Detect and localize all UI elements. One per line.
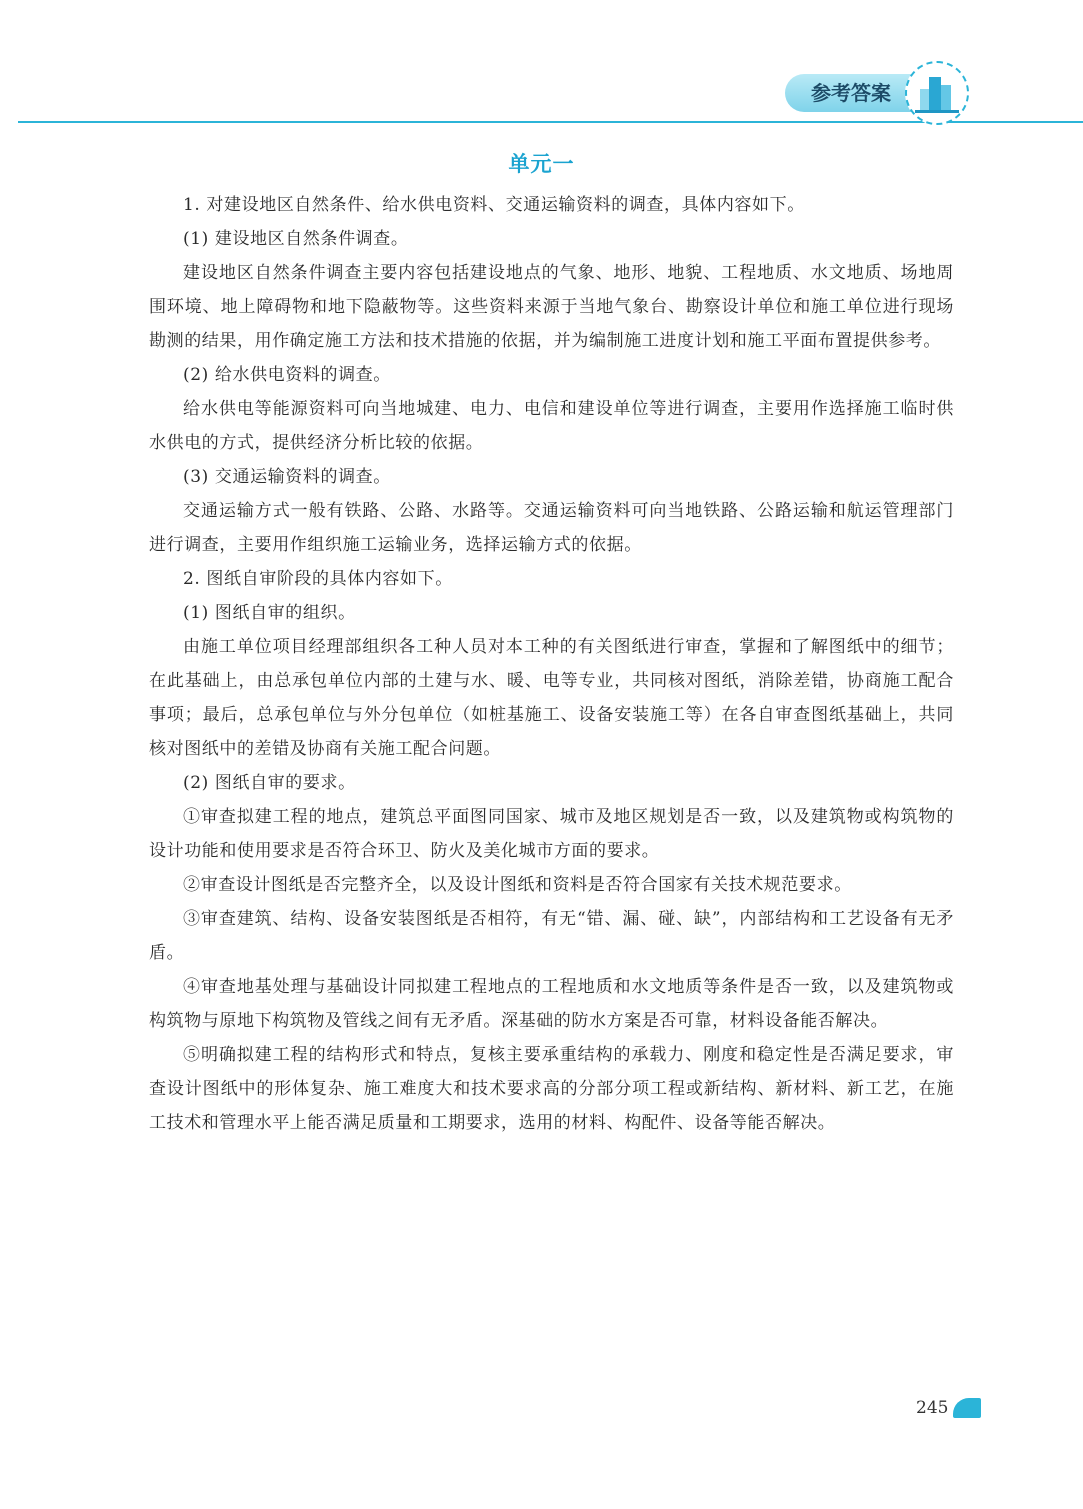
paragraph: (1) 建设地区自然条件调查。	[183, 229, 409, 249]
paragraph: ④审查地基处理与基础设计同拟建工程地点的工程地质和水文地质等条件是否一致，以及建筑物或构筑物与原地下构筑物及管线之间有无矛盾。深基础的防水方案是否可靠，材料设备能否解决。	[149, 977, 954, 1031]
unit-title: 单元一	[508, 152, 575, 176]
paragraph: 交通运输方式一般有铁路、公路、水路等。交通运输资料可向当地铁路、公路运输和航运管理部门进行调查，主要用作组织施工运输业务，选择运输方式的依据。	[149, 501, 954, 555]
paragraph: (1) 图纸自审的组织。	[183, 603, 356, 623]
paragraph: 2. 图纸自审阶段的具体内容如下。	[183, 569, 453, 589]
paragraph: (3) 交通运输资料的调查。	[183, 467, 391, 487]
paragraph: ③审查建筑、结构、设备安装图纸是否相符，有无“错、漏、碰、缺”，内部结构和工艺设备有无矛盾。	[149, 909, 954, 963]
paragraph: ②审查设计图纸是否完整齐全，以及设计图纸和资料是否符合国家有关技术规范要求。	[183, 875, 852, 895]
page-number: 245	[916, 1398, 949, 1418]
answer-body	[149, 188, 954, 1140]
badge-label: 参考答案	[811, 81, 891, 105]
page-corner-icon	[953, 1398, 981, 1418]
paragraph: 由施工单位项目经理部组织各工种人员对本工种的有关图纸进行审查，掌握和了解图纸中的细节；在此基础上，由总承包单位内部的土建与水、暖、电等专业，共同核对图纸，消除差错，协商施工配合事项；最后，总承包单位与外分包单位（如桩基施工、设备安装施工等）在各自审查图纸基础上，共同核对图纸中的差错及协商有关施工配合问题。	[149, 637, 954, 759]
paragraph: 1. 对建设地区自然条件、给水供电资料、交通运输资料的调查，具体内容如下。	[183, 195, 805, 215]
buildings-icon	[905, 61, 969, 125]
paragraph: 给水供电等能源资料可向当地城建、电力、电信和建设单位等进行调查，主要用作选择施工临时供水供电的方式，提供经济分析比较的依据。	[149, 399, 954, 453]
paragraph: ①审查拟建工程的地点，建筑总平面图同国家、城市及地区规划是否一致，以及建筑物或构筑物的设计功能和使用要求是否符合环卫、防火及美化城市方面的要求。	[149, 807, 954, 861]
paragraph: (2) 图纸自审的要求。	[183, 773, 356, 793]
paragraph: ⑤明确拟建工程的结构形式和特点，复核主要承重结构的承载力、刚度和稳定性是否满足要求，审查设计图纸中的形体复杂、施工难度大和技术要求高的分部分项工程或新结构、新材料、新工艺，在施工技术和管理水平上能否满足质量和工期要求，选用的材料、构配件、设备等能否解决。	[149, 1045, 954, 1133]
paragraph: (2) 给水供电资料的调查。	[183, 365, 391, 385]
paragraph: 建设地区自然条件调查主要内容包括建设地点的气象、地形、地貌、工程地质、水文地质、场地周围环境、地上障碍物和地下隐蔽物等。这些资料来源于当地气象台、勘察设计单位和施工单位进行现场勘测的结果，用作确定施工方法和技术措施的依据，并为编制施工进度计划和施工平面布置提供参考。	[149, 263, 954, 351]
